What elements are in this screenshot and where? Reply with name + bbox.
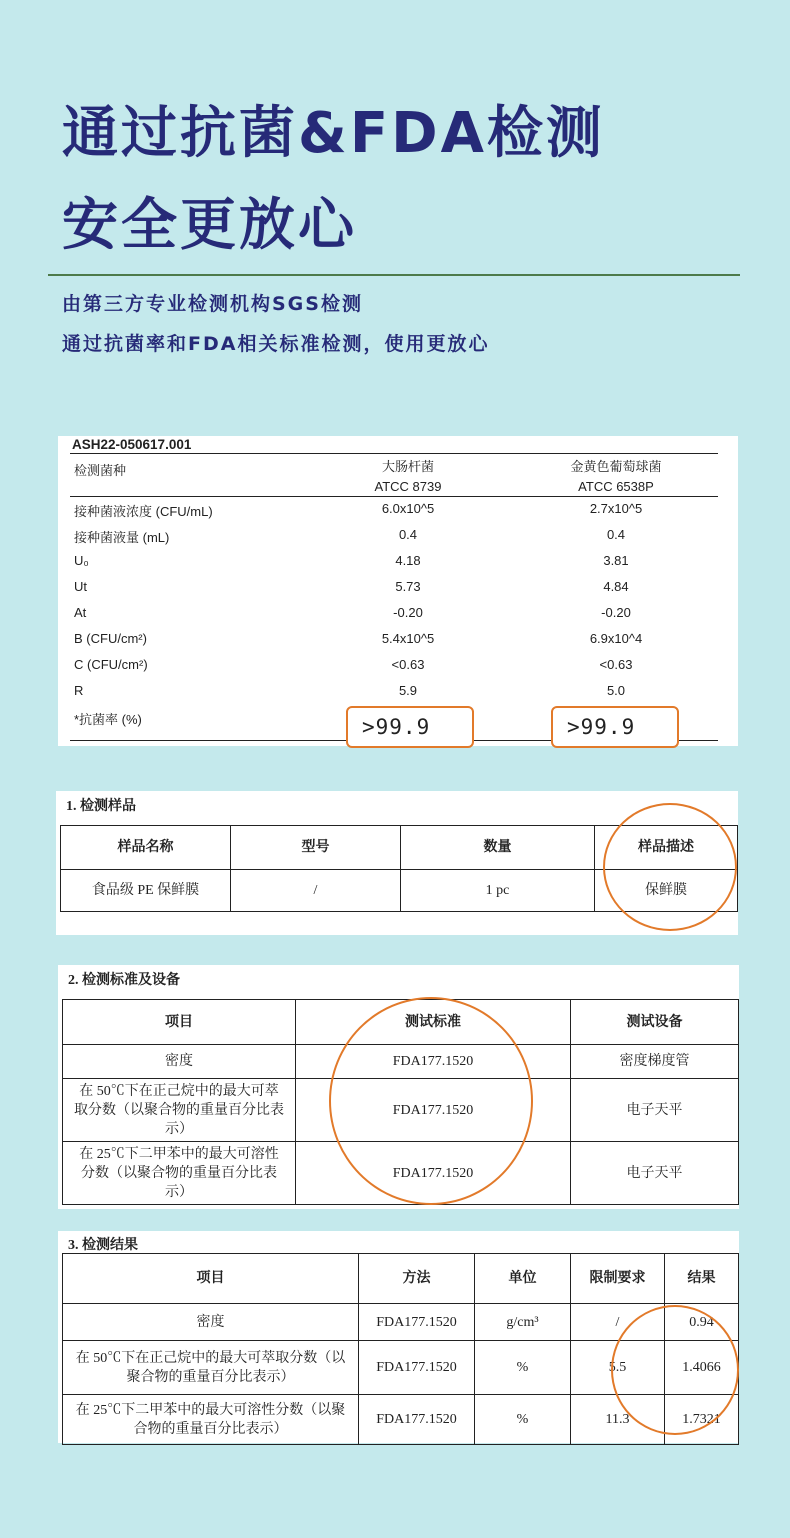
cell-standard: FDA177.1520: [296, 1079, 571, 1142]
antibacterial-report-card: [58, 436, 738, 746]
cell-item: 在 50℃下在正己烷中的最大可萃取分数（以聚合物的重量百分比表示）: [63, 1079, 296, 1142]
row-value-ecoli: 5.4x10^5: [381, 631, 435, 646]
cell-equipment: 电子天平: [571, 1142, 739, 1205]
saureus-code: ATCC 6538P: [578, 479, 654, 494]
th-sample-name: 样品名称: [61, 826, 231, 870]
row-value-saureus: 2.7x10^5: [589, 501, 643, 516]
cell-method: FDA177.1520: [359, 1304, 475, 1341]
row-label: 接种菌液量 (mL): [74, 530, 170, 545]
rate-label: *抗菌率 (%): [74, 712, 142, 727]
row-value-saureus: -0.20: [601, 605, 631, 620]
table-row: [58, 599, 738, 625]
cell-model: /: [231, 870, 401, 912]
col-header-saureus: [516, 457, 716, 497]
subtitle-line-1: 由第三方专业检测机构SGS检测: [62, 293, 363, 315]
cell-item: 在 50℃下在正己烷中的最大可萃取分数（以聚合物的重量百分比表示）: [63, 1341, 359, 1395]
row-value-saureus: 6.9x10^4: [589, 631, 643, 646]
th-result: 结果: [665, 1254, 739, 1304]
cell-unit: g/cm³: [475, 1304, 571, 1341]
highlight-circle: [603, 803, 737, 931]
cell-result: 0.94: [665, 1304, 739, 1341]
cell-limit: 5.5: [571, 1341, 665, 1395]
cell-sample-name: 食品级 PE 保鲜膜: [61, 870, 231, 912]
row-value-saureus: 0.4: [606, 527, 626, 542]
table-row: [58, 547, 738, 573]
table-row: [58, 573, 738, 599]
cell-description: 保鲜膜: [595, 870, 738, 912]
cell-unit: %: [475, 1341, 571, 1395]
subtitle-line-2: 通过抗菌率和FDA相关标准检测，使用更放心: [62, 333, 490, 355]
th-model: 型号: [231, 826, 401, 870]
cell-item: 密度: [63, 1304, 359, 1341]
cell-unit: %: [475, 1395, 571, 1445]
row-value-saureus: 3.81: [603, 553, 629, 568]
row-value-saureus: 5.0: [606, 683, 626, 698]
row-value-ecoli: 5.73: [395, 579, 421, 594]
sample-card: [56, 791, 738, 935]
row-value-saureus: 4.84: [603, 579, 629, 594]
cell-equipment: 密度梯度管: [571, 1045, 739, 1079]
highlight-circle: [329, 997, 533, 1205]
cell-item: 密度: [63, 1045, 296, 1079]
row-label: C (CFU/cm²): [74, 657, 148, 672]
col-header-strain: 检测菌种: [74, 463, 127, 478]
row-value-ecoli: 6.0x10^5: [381, 501, 435, 516]
row-value-ecoli: 5.9: [398, 683, 418, 698]
cell-result: 1.4066: [665, 1341, 739, 1395]
table-row: [58, 495, 738, 521]
cell-limit: 11.3: [571, 1395, 665, 1445]
section-title: 3. 检测结果: [68, 1238, 138, 1253]
headline-line-2: 安全更放心: [62, 193, 357, 258]
section-title: 2. 检测标准及设备: [68, 973, 180, 988]
row-label: 接种菌液浓度 (CFU/mL): [74, 504, 213, 519]
rate-saureus-highlight: >99.9: [551, 706, 679, 748]
th-description: 样品描述: [595, 826, 738, 870]
th-item: 项目: [63, 1254, 359, 1304]
th-limit: 限制要求: [571, 1254, 665, 1304]
row-label: R: [74, 683, 84, 698]
th-unit: 单位: [475, 1254, 571, 1304]
row-value-ecoli: 0.4: [398, 527, 418, 542]
row-label: At: [74, 605, 87, 620]
row-value-ecoli: -0.20: [393, 605, 423, 620]
cell-result: 1.7321: [665, 1395, 739, 1445]
th-equipment: 测试设备: [571, 1000, 739, 1045]
cell-method: FDA177.1520: [359, 1395, 475, 1445]
th-quantity: 数量: [401, 826, 595, 870]
standard-card: [58, 965, 739, 1209]
table-row: [58, 651, 738, 677]
table-header-row: [63, 1254, 739, 1304]
cell-quantity: 1 pc: [401, 870, 595, 912]
th-item: 项目: [63, 1000, 296, 1045]
table-row: [58, 521, 738, 547]
highlight-circle: [611, 1305, 739, 1435]
cell-item: 在 25℃下二甲苯中的最大可溶性分数（以聚合物的重量百分比表示）: [63, 1142, 296, 1205]
ecoli-name: 大肠杆菌: [381, 459, 434, 474]
subtitle: [62, 284, 489, 364]
report-id: ASH22-050617.001: [72, 437, 192, 452]
cell-standard: FDA177.1520: [296, 1142, 571, 1205]
ecoli-code: ATCC 8739: [374, 479, 442, 494]
table-row: [58, 625, 738, 651]
headline-divider: [48, 274, 740, 276]
row-label: B (CFU/cm²): [74, 631, 147, 646]
row-value-ecoli: <0.63: [391, 657, 425, 672]
row-value-saureus: <0.63: [599, 657, 633, 672]
cell-standard: FDA177.1520: [296, 1045, 571, 1079]
cell-method: FDA177.1520: [359, 1341, 475, 1395]
row-value-ecoli: 4.18: [395, 553, 421, 568]
cell-item: 在 25℃下二甲苯中的最大可溶性分数（以聚合物的重量百分比表示）: [63, 1395, 359, 1445]
col-header-ecoli: [308, 457, 508, 497]
cell-limit: /: [571, 1304, 665, 1341]
th-method: 方法: [359, 1254, 475, 1304]
rate-ecoli-highlight: >99.9: [346, 706, 474, 748]
page-headline: [62, 88, 605, 272]
row-label: Ut: [74, 579, 87, 594]
row-label: U₀: [74, 553, 89, 568]
result-card: [58, 1231, 739, 1443]
saureus-name: 金黄色葡萄球菌: [570, 459, 662, 474]
headline-line-1: 通过抗菌&FDA检测: [62, 101, 605, 166]
cell-equipment: 电子天平: [571, 1079, 739, 1142]
th-standard: 测试标准: [296, 1000, 571, 1045]
table-row: [58, 677, 738, 703]
section-title: 1. 检测样品: [66, 799, 136, 814]
